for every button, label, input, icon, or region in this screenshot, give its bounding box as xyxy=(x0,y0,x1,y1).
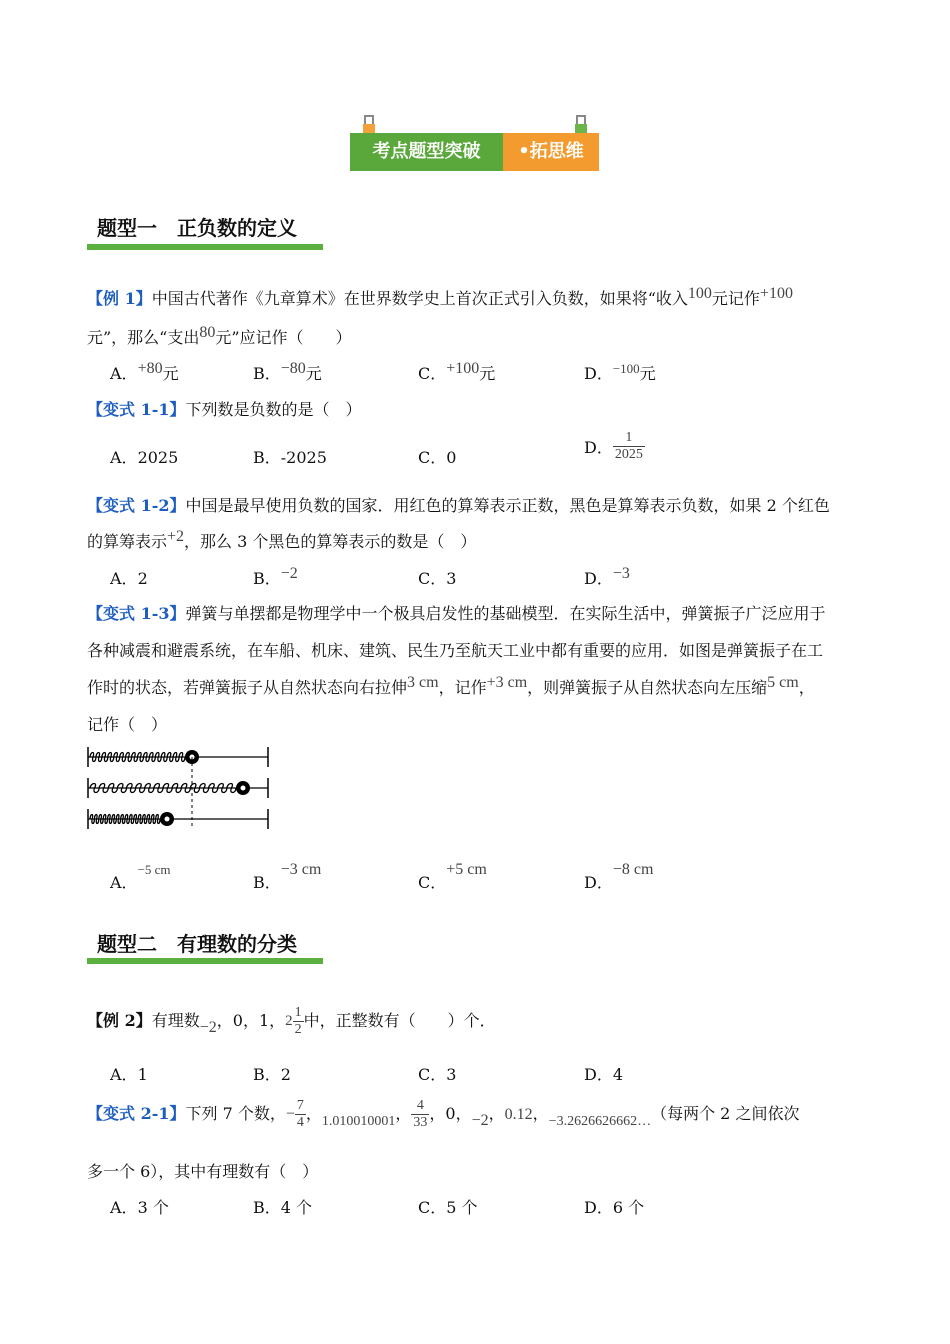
question-text: 元”，那么“支出 xyxy=(87,328,200,347)
question-line xyxy=(87,325,352,348)
question-text: 中国古代著作《九章算术》在世界数学史上首次正式引入负数，如果将“收入 xyxy=(151,289,688,308)
question-text: 下列数是负数的是（ ） xyxy=(185,400,362,419)
answer-option-c[interactable]: C．+100元 xyxy=(418,360,496,383)
banner-left-label: 考点题型突破 xyxy=(350,133,503,171)
answer-option-a[interactable]: A．3 个 xyxy=(110,1198,169,1217)
answer-option-b[interactable]: B．−2 xyxy=(253,565,298,588)
answer-option-b[interactable]: B．2 xyxy=(253,1065,291,1084)
section-title: 题型二 有理数的分类 xyxy=(97,932,297,956)
question-line: 【变式 2-1】下列 7 个数，− $\frac{7}{4}$ ，1.010010001， $\frac{4}{33}$ ，0，−2，0.12，−3.2626626662…（每两个 2 之间依次 xyxy=(87,1098,800,1130)
answer-option-d[interactable]: D．−8 cm xyxy=(584,861,654,892)
answer-option-b[interactable]: B．4 个 xyxy=(253,1198,313,1217)
question-line: 作时的状态，若弹簧振子从自然状态向右拉伸3 cm，记作+3 cm，则弹簧振子从自然状态向左压缩5 cm， xyxy=(87,674,815,697)
answer-option-a[interactable]: A．1 xyxy=(110,1065,148,1084)
spring-oscillator-diagram xyxy=(85,743,275,833)
section-underline xyxy=(87,958,323,964)
spring-coil xyxy=(90,815,160,824)
question-text: 弹簧与单摆都是物理学中一个极具启发性的基础模型．在实际生活中，弹簧振子广泛应用于 xyxy=(185,604,826,623)
answer-option-b[interactable]: B．-2025 xyxy=(253,448,327,467)
section-title: 题型一 正负数的定义 xyxy=(97,216,297,240)
question-line xyxy=(87,601,826,624)
answer-option-c[interactable]: C．+5 cm xyxy=(418,861,487,892)
question-tag: 【变式 1-1】 xyxy=(87,400,186,419)
answer-option-a[interactable]: A．2 xyxy=(110,569,148,588)
question-line: 记作（ ） xyxy=(87,715,168,734)
question-tag: 【例 1】 xyxy=(87,289,152,308)
math-expr: +100 xyxy=(759,285,793,302)
banner-right-label: •拓思维 xyxy=(503,133,599,171)
section-underline xyxy=(87,244,323,250)
question-line: 的算筹表示+2，那么 3 个黑色的算筹表示的数是（ ） xyxy=(87,528,477,551)
question-tag: 【变式 2-1】 xyxy=(87,1104,186,1123)
answer-option-d[interactable]: D．4 xyxy=(584,1065,624,1084)
question-tag: 【变式 1-3】 xyxy=(87,604,186,623)
answer-option-b[interactable]: B．−3 cm xyxy=(253,861,322,892)
question-text: 元记作 xyxy=(711,289,760,308)
math-expr: +2 xyxy=(167,528,185,545)
math-expr: 5 cm xyxy=(767,674,799,691)
answer-option-c[interactable]: C．3 xyxy=(418,1065,457,1084)
answer-option-a[interactable]: A．2025 xyxy=(110,448,179,467)
question-line: 多一个 6），其中有理数有（ ） xyxy=(87,1162,319,1181)
question-line xyxy=(87,397,362,420)
question-line xyxy=(87,286,793,309)
math-expr: 100 xyxy=(687,285,712,302)
question-line: 【例 2】有理数−2，0，1，2 $\frac{1}{2}$ 中，正整数有（ ）个． xyxy=(87,1005,496,1037)
answer-option-d[interactable]: D．−3 xyxy=(584,565,630,588)
answer-option-c[interactable]: C．3 xyxy=(418,569,457,588)
spring-coil xyxy=(90,753,185,762)
answer-option-d[interactable]: D．$^{-100}$元 xyxy=(584,361,656,383)
question-tag: 【例 2】 xyxy=(87,1011,152,1030)
question-line xyxy=(87,493,830,516)
question-text: 元”应记作（ ） xyxy=(215,328,352,347)
question-text: 中国是最早使用负数的国家．用红色的算筹表示正数，黑色是算筹表示负数，如果 2 个红色 xyxy=(185,496,830,515)
math-expr: −2 xyxy=(199,1019,217,1036)
math-expr: +3 cm xyxy=(486,674,528,691)
answer-option-b[interactable]: B．−80元 xyxy=(253,360,322,383)
answer-option-d[interactable]: D．6 个 xyxy=(584,1198,645,1217)
answer-option-d[interactable]: D． $\frac{1}{2025}$ xyxy=(584,430,643,462)
answer-option-a[interactable]: A．+80元 xyxy=(110,360,179,383)
answer-option-a[interactable]: A．−5 cm xyxy=(110,862,171,892)
answer-option-c[interactable]: C．5 个 xyxy=(418,1198,478,1217)
question-line: 各种减震和避震系统，在车船、机床、建筑、民生乃至航天工业中都有重要的应用．如图是弹簧振子在工 xyxy=(87,641,824,660)
math-expr: 3 cm xyxy=(407,674,439,691)
answer-option-c[interactable]: C．0 xyxy=(418,448,457,467)
question-tag: 【变式 1-2】 xyxy=(87,496,186,515)
section-banner xyxy=(350,114,600,176)
math-expr: 80 xyxy=(199,324,216,341)
